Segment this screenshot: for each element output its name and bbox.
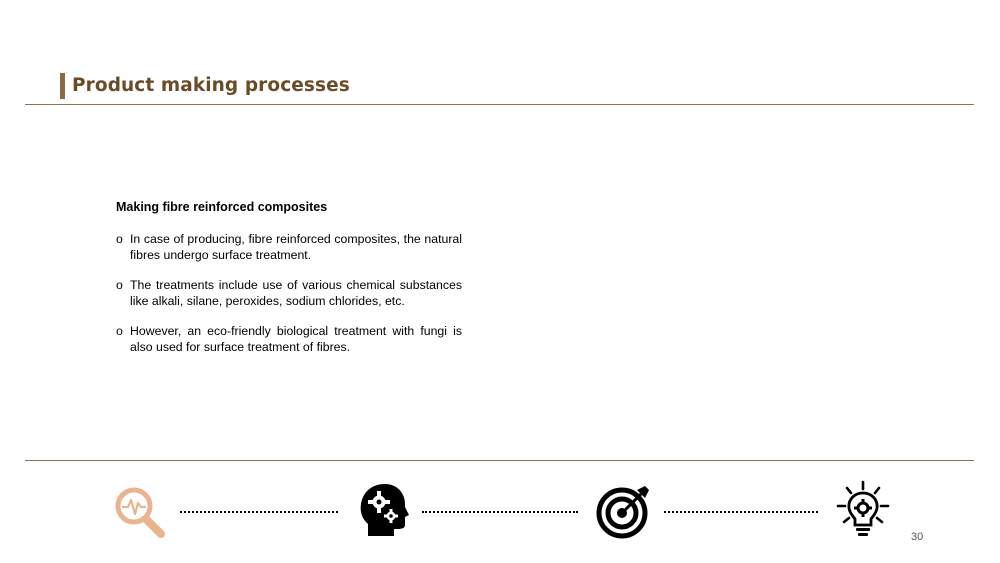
bullet-list xyxy=(116,231,462,355)
connector-dots xyxy=(664,511,818,513)
bullet-text: However, an eco-friendly biological treatment with fungi is also used for surface treatment of fibres. xyxy=(130,324,462,354)
list-item xyxy=(116,231,462,263)
section-heading: Making fibre reinforced composites xyxy=(116,200,328,214)
page-number: 30 xyxy=(911,531,924,543)
list-item xyxy=(116,277,462,309)
title-accent-bar xyxy=(60,73,65,99)
bullet-marker: o xyxy=(116,232,123,246)
bullet-marker: o xyxy=(116,278,123,292)
magnifier-pulse-icon xyxy=(110,484,170,542)
head-gears-icon xyxy=(358,482,410,540)
target-arrow-icon xyxy=(595,484,651,540)
connector-dots xyxy=(180,511,338,513)
bullet-text: The treatments include use of various chemical substances like alkali, silane, peroxides, sodium chlorides, etc. xyxy=(130,278,462,308)
content-block xyxy=(116,200,462,369)
bullet-text: In case of producing, fibre reinforced composites, the natural fibres undergo surface treatment. xyxy=(130,232,462,262)
list-item xyxy=(116,323,462,355)
connector-dots xyxy=(422,511,578,513)
header-divider xyxy=(25,104,974,105)
page-title: Product making processes xyxy=(72,75,350,96)
footer-divider xyxy=(25,460,974,461)
lightbulb-gear-icon xyxy=(835,480,891,542)
bullet-marker: o xyxy=(116,324,123,338)
